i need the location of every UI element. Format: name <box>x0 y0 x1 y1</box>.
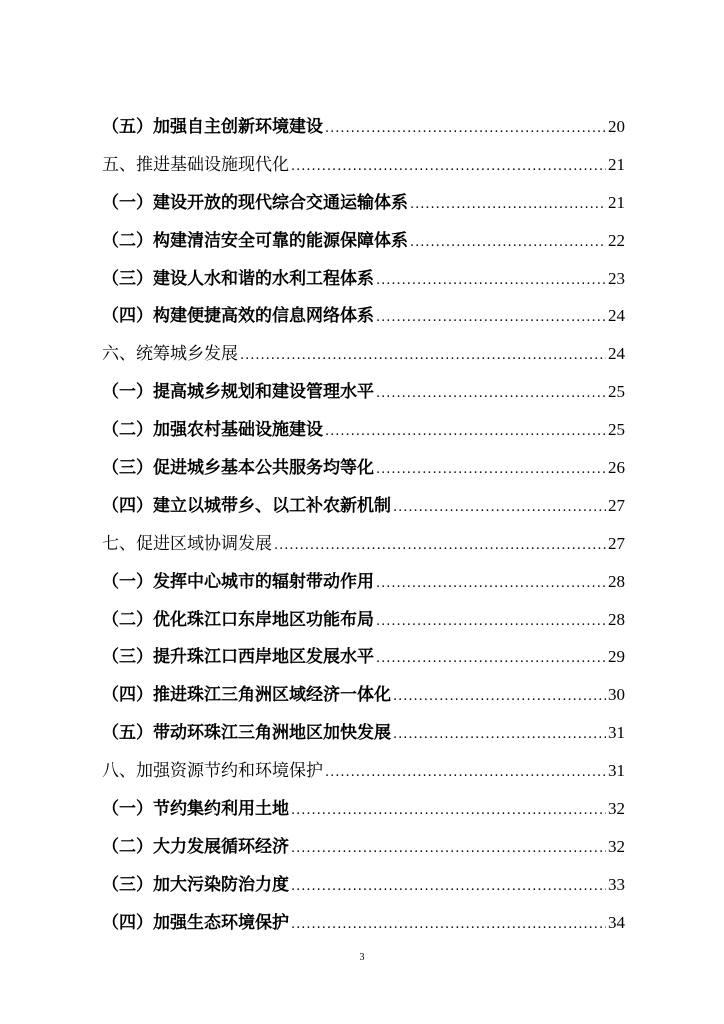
dot-leader <box>393 500 606 515</box>
dot-leader <box>274 538 606 553</box>
dot-leader <box>376 386 606 401</box>
toc-entry-label: （三）提升珠江口西岸地区发展水平 <box>102 647 374 668</box>
toc-entry-page: 28 <box>608 609 625 629</box>
dot-leader <box>376 614 606 629</box>
dot-leader <box>376 651 606 666</box>
dot-leader <box>376 310 606 325</box>
toc-entry[interactable] <box>102 756 625 794</box>
toc-entry-page: 21 <box>608 192 625 212</box>
toc-entry-label: （四）推进珠江三角洲区域经济一体化 <box>102 685 391 706</box>
toc-entry[interactable] <box>102 870 625 908</box>
dot-leader <box>410 197 606 212</box>
toc-entry-page: 25 <box>608 382 625 402</box>
toc-entry-label: （二）优化珠江口东岸地区功能布局 <box>102 609 374 630</box>
toc-entry-label: （一）建设开放的现代综合交通运输体系 <box>102 192 408 213</box>
toc-entry-label: （二）构建清洁安全可靠的能源保障体系 <box>102 230 408 251</box>
toc-entry-page: 32 <box>608 836 625 856</box>
toc-entry-label: （一）发挥中心城市的辐射带动作用 <box>102 571 374 592</box>
toc-entry-page: 22 <box>608 230 625 250</box>
toc-entry-label: （三）建设人水和谐的水利工程体系 <box>102 268 374 289</box>
dot-leader <box>240 348 606 363</box>
toc-entry[interactable] <box>102 150 625 188</box>
toc-entry[interactable] <box>102 188 625 226</box>
toc-entry-page: 23 <box>608 268 625 288</box>
toc-entry[interactable] <box>102 567 625 605</box>
toc-entry-page: 31 <box>608 761 625 781</box>
toc-entry-page: 21 <box>608 154 625 174</box>
toc-entry-label: （一）提高城乡规划和建设管理水平 <box>102 382 374 403</box>
dot-leader <box>393 689 606 704</box>
toc-entry[interactable] <box>102 264 625 302</box>
dot-leader <box>291 803 606 818</box>
dot-leader <box>393 727 606 742</box>
toc-entry-label: （五）加强自主创新环境建设 <box>102 117 323 137</box>
toc-entry-label: 七、促进区域协调发展 <box>102 533 272 554</box>
toc-entry-label: （二）加强农村基础设施建设 <box>102 420 323 441</box>
toc-entry-page: 34 <box>608 912 625 932</box>
toc-entry[interactable] <box>102 453 625 491</box>
page-number: 3 <box>359 952 365 963</box>
toc-entry[interactable] <box>102 908 625 946</box>
toc-entry-page: 20 <box>608 117 625 136</box>
toc-entry-page: 32 <box>608 799 625 819</box>
dot-leader <box>291 879 606 894</box>
toc-entry[interactable] <box>102 415 625 453</box>
dot-leader <box>325 424 606 439</box>
toc-entry-page: 26 <box>608 458 625 478</box>
dot-leader <box>325 121 606 136</box>
toc-entry[interactable] <box>102 226 625 264</box>
toc-entry[interactable] <box>102 832 625 870</box>
toc-entry-page: 29 <box>608 647 625 667</box>
toc-entry-page: 25 <box>608 420 625 440</box>
toc-entry[interactable] <box>102 529 625 567</box>
toc-entry-label: （四）构建便捷高效的信息网络体系 <box>102 306 374 327</box>
dot-leader <box>291 841 606 856</box>
toc-entry-label: （一）节约集约利用土地 <box>102 799 289 820</box>
toc-entry-page: 28 <box>608 571 625 591</box>
toc-entry-label: 八、加强资源节约和环境保护 <box>102 761 323 782</box>
toc-entry-page: 33 <box>608 874 625 894</box>
toc-entry-page: 27 <box>608 533 625 553</box>
dot-leader <box>376 576 606 591</box>
toc-entry[interactable] <box>102 718 625 756</box>
toc-entry[interactable] <box>102 112 625 150</box>
toc-entry[interactable] <box>102 642 625 680</box>
dot-leader <box>291 917 606 932</box>
dot-leader <box>376 462 606 477</box>
toc-entry-label: （四）加强生态环境保护 <box>102 912 289 933</box>
toc-entry-label: 六、统筹城乡发展 <box>102 344 238 365</box>
dot-leader <box>291 159 606 174</box>
toc-entry-page: 24 <box>608 344 625 364</box>
toc-entry-label: （四）建立以城带乡、以工补农新机制 <box>102 495 391 516</box>
toc-entry-page: 30 <box>608 685 625 705</box>
toc-entry[interactable] <box>102 491 625 529</box>
toc-entry-label: 五、推进基础设施现代化 <box>102 154 289 175</box>
toc-entry-page: 31 <box>608 723 625 743</box>
toc-entry[interactable] <box>102 377 625 415</box>
dot-leader <box>376 273 606 288</box>
dot-leader <box>325 765 606 780</box>
toc-entry[interactable] <box>102 339 625 377</box>
toc-entry-page: 24 <box>608 306 625 326</box>
toc-entry-label: （五）带动环珠江三角洲地区加快发展 <box>102 723 391 744</box>
toc-entry[interactable] <box>102 605 625 643</box>
toc-entry[interactable] <box>102 680 625 718</box>
toc-entry-label: （二）大力发展循环经济 <box>102 836 289 857</box>
toc-entry[interactable] <box>102 301 625 339</box>
toc-entry-page: 27 <box>608 495 625 515</box>
toc-entry-label: （三）加大污染防治力度 <box>102 874 289 895</box>
toc-entry[interactable] <box>102 794 625 832</box>
table-of-contents <box>102 112 625 946</box>
dot-leader <box>410 235 606 250</box>
toc-entry-label: （三）促进城乡基本公共服务均等化 <box>102 458 374 479</box>
